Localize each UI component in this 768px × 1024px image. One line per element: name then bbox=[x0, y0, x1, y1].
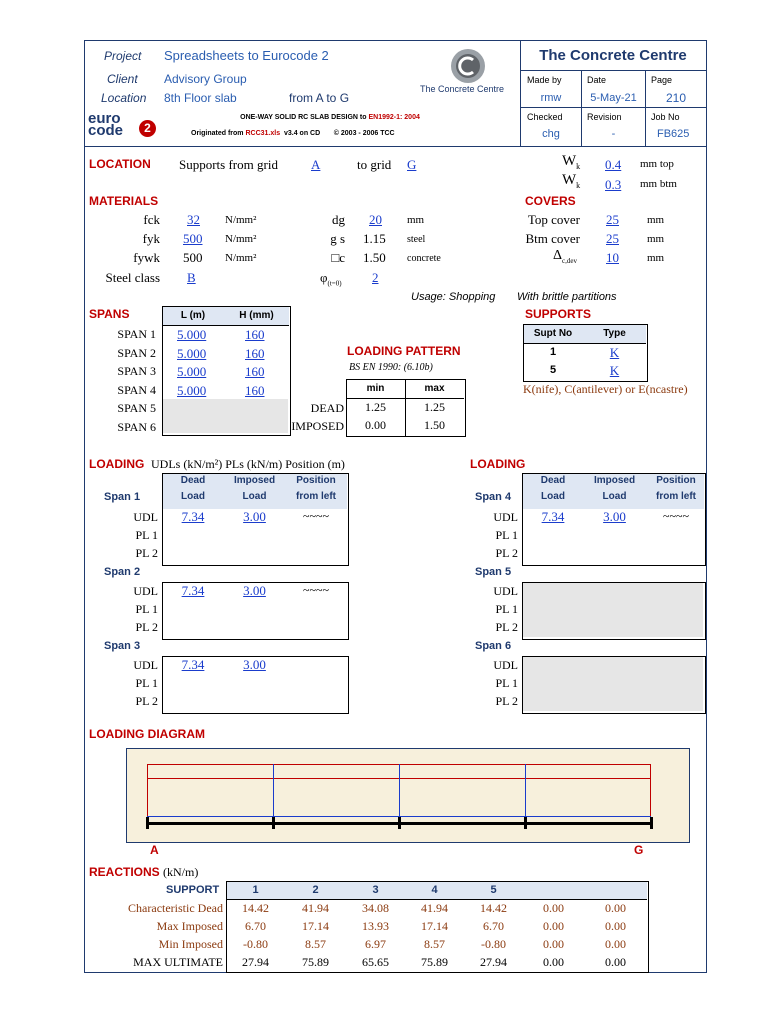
reaction-value: 27.94 bbox=[480, 955, 507, 969]
top-cover-label: Top cover bbox=[527, 212, 580, 227]
location-value[interactable]: 8th Floor slab bbox=[164, 91, 237, 105]
brand-name: The Concrete Centre bbox=[539, 47, 687, 64]
reaction-value: 0.00 bbox=[543, 901, 564, 915]
lp-dead-max: 1.25 bbox=[424, 400, 445, 414]
gc-unit: concrete bbox=[407, 253, 441, 264]
pl2-label: PL 2 bbox=[495, 620, 518, 634]
cdev-label: $\Delta_{c,dev}$ bbox=[553, 248, 577, 265]
reaction-value: 6.70 bbox=[245, 919, 266, 933]
lp-head-line bbox=[346, 398, 464, 399]
dg-label: dg bbox=[332, 212, 345, 227]
reaction-value: 0.00 bbox=[605, 901, 626, 915]
loading-col-head: Position bbox=[656, 475, 696, 486]
reaction-row-label: Characteristic Dead bbox=[128, 901, 223, 915]
reaction-value: 27.94 bbox=[242, 955, 269, 969]
udl-label: UDL bbox=[493, 658, 518, 672]
reaction-value: 17.14 bbox=[421, 919, 448, 933]
udl-label: UDL bbox=[493, 584, 518, 598]
loading-span-name: Span 4 bbox=[475, 491, 512, 503]
udl-imposed[interactable]: 3.00 bbox=[243, 509, 266, 524]
grid-to-value[interactable]: G bbox=[407, 157, 417, 172]
udl-imposed[interactable]: 3.00 bbox=[243, 657, 266, 672]
udl-dead[interactable]: 7.34 bbox=[541, 509, 565, 524]
loading-span-name: Span 2 bbox=[104, 566, 141, 578]
lp-imposed-max: 1.50 bbox=[424, 418, 445, 432]
pl1-label: PL 1 bbox=[135, 602, 158, 616]
reaction-row-label: Min Imposed bbox=[158, 937, 223, 951]
span-length[interactable]: 5.000 bbox=[177, 364, 207, 379]
wk-top-label: $W_k$ bbox=[562, 153, 581, 171]
reaction-support-num: 1 bbox=[252, 884, 259, 896]
udl-position: ~~~~ bbox=[663, 509, 689, 523]
diagram-span-divider bbox=[273, 764, 274, 816]
loading-empty-cells bbox=[523, 657, 703, 711]
reaction-support-num: 3 bbox=[372, 884, 379, 896]
covers-title: COVERS bbox=[525, 194, 576, 208]
reaction-value: 0.00 bbox=[605, 937, 626, 951]
reaction-support-num: 5 bbox=[490, 884, 497, 896]
spans-title: SPANS bbox=[89, 307, 130, 321]
loading-title-right: LOADING bbox=[470, 457, 526, 471]
udl-position: ~~~~ bbox=[303, 583, 329, 597]
made-by-value[interactable]: rmw bbox=[540, 92, 562, 104]
gs-label: g s bbox=[330, 231, 345, 246]
reaction-value: 0.00 bbox=[605, 955, 626, 969]
to-grid-label: to grid bbox=[357, 157, 392, 172]
reaction-value: 0.00 bbox=[543, 937, 564, 951]
span-label: SPAN 4 bbox=[117, 382, 156, 397]
diagram-support bbox=[146, 817, 149, 829]
diagram-right-grid: G bbox=[634, 843, 644, 857]
loading-col-head: Load bbox=[181, 491, 205, 502]
loading-empty-cells bbox=[523, 583, 703, 637]
materials-title: MATERIALS bbox=[89, 194, 159, 208]
steel-class-value[interactable]: B bbox=[187, 270, 196, 285]
client-value[interactable]: Advisory Group bbox=[164, 72, 247, 86]
loading-span-name: Span 3 bbox=[104, 640, 141, 652]
loading-pattern-ref: BS EN 1990: (6.10b) bbox=[349, 362, 433, 373]
spans-col-h: H (mm) bbox=[239, 310, 274, 321]
loading-title-left: LOADING bbox=[89, 457, 145, 471]
cdev-unit: mm bbox=[647, 252, 665, 264]
reactions-head-line bbox=[226, 899, 647, 900]
diagram-span-divider bbox=[399, 764, 400, 816]
revision-label: Revision bbox=[587, 112, 622, 122]
reaction-value: 75.89 bbox=[302, 955, 329, 969]
udl-imposed[interactable]: 3.00 bbox=[243, 583, 266, 598]
loading-col-head: Load bbox=[602, 491, 627, 502]
usage-text: Usage: Shopping bbox=[411, 291, 496, 303]
pl1-label: PL 1 bbox=[495, 676, 518, 690]
udl-label: UDL bbox=[493, 510, 518, 524]
gc-value: 1.50 bbox=[363, 250, 386, 265]
loading-col-head: from left bbox=[296, 491, 336, 502]
span-label: SPAN 3 bbox=[117, 364, 156, 378]
loading-col-head: Load bbox=[541, 491, 565, 502]
from-to: from A to G bbox=[289, 91, 350, 105]
span-label: SPAN 2 bbox=[117, 345, 156, 360]
spans-col-l: L (m) bbox=[180, 310, 206, 321]
page-value[interactable]: 210 bbox=[666, 91, 687, 105]
wk-btm-unit: mm btm bbox=[640, 178, 677, 190]
span-length[interactable]: 5.000 bbox=[177, 345, 207, 361]
pl1-label: PL 1 bbox=[495, 602, 518, 616]
project-label: Project bbox=[104, 49, 142, 63]
udl-dead[interactable]: 7.34 bbox=[181, 509, 205, 524]
fck-unit: N/mm² bbox=[225, 214, 257, 226]
reaction-value: 17.14 bbox=[302, 919, 329, 933]
loading-col-head: Load bbox=[242, 491, 267, 502]
udl-label: UDL bbox=[133, 658, 158, 672]
support-type-1[interactable]: K bbox=[609, 345, 620, 360]
brand-row-line bbox=[520, 70, 706, 71]
diagram-span-divider bbox=[525, 764, 526, 816]
loading-units: UDLs (kN/m²) PLs (kN/m) Position (m) bbox=[151, 457, 345, 471]
btm-cover-label: Btm cover bbox=[525, 231, 580, 246]
eurocode-2-badge: 2 bbox=[139, 120, 156, 137]
btm-cover-unit: mm bbox=[647, 233, 665, 245]
pl1-label: PL 1 bbox=[135, 676, 158, 690]
udl-position: ~~~~ bbox=[303, 509, 329, 523]
cdev-value[interactable]: 10 bbox=[606, 250, 619, 265]
fyk-label: fyk bbox=[142, 231, 160, 246]
reaction-value: 6.70 bbox=[483, 919, 504, 933]
span-depth[interactable]: 160 bbox=[245, 327, 265, 342]
support-no-1: 1 bbox=[549, 346, 557, 358]
top-cover-value[interactable]: 25 bbox=[606, 212, 619, 227]
udl-label: UDL bbox=[133, 510, 158, 524]
client-label: Client bbox=[107, 72, 138, 86]
wk-top-unit: mm top bbox=[640, 158, 674, 170]
reaction-value: 14.42 bbox=[480, 901, 507, 915]
lp-dead-min: 1.25 bbox=[365, 400, 386, 414]
diagram-support bbox=[272, 817, 275, 829]
wk-btm-value[interactable]: 0.3 bbox=[605, 177, 622, 192]
loading-col-head: Imposed bbox=[233, 475, 276, 486]
lp-imposed-min: 0.00 bbox=[365, 418, 386, 432]
span-length[interactable]: 5.000 bbox=[177, 382, 207, 398]
loading-col-head: Position bbox=[296, 475, 336, 486]
lp-dead-label: DEAD bbox=[310, 401, 344, 415]
page-label: Page bbox=[651, 75, 673, 85]
pl2-label: PL 2 bbox=[495, 694, 518, 708]
gc-label: □c bbox=[331, 250, 345, 265]
reaction-support-num: 2 bbox=[312, 884, 319, 896]
fywk-label: fywk bbox=[133, 250, 160, 265]
jobno-label: Job No bbox=[651, 112, 680, 122]
pl2-label: PL 2 bbox=[135, 694, 158, 708]
pl2-label: PL 2 bbox=[135, 620, 158, 634]
reaction-value: -0.80 bbox=[481, 937, 506, 951]
lp-col-max: max bbox=[424, 383, 445, 394]
lp-imposed-label: IMPOSED bbox=[291, 419, 344, 433]
reactions-support-label: SUPPORT bbox=[166, 884, 220, 896]
steel-class-label: Steel class bbox=[105, 270, 160, 285]
checked-label: Checked bbox=[527, 112, 563, 122]
span-label: SPAN 5 bbox=[117, 401, 156, 415]
partitions-text: With brittle partitions bbox=[517, 291, 617, 303]
support-no-5: 5 bbox=[549, 364, 557, 376]
span-length[interactable]: 5.000 bbox=[177, 327, 207, 342]
fyk-unit: N/mm² bbox=[225, 233, 257, 245]
reaction-value: 65.65 bbox=[362, 955, 389, 969]
btm-cover-value[interactable]: 25 bbox=[606, 231, 619, 246]
supports-title: SUPPORTS bbox=[525, 307, 592, 321]
fywk-value: 500 bbox=[183, 250, 203, 265]
diagram-support bbox=[650, 817, 653, 829]
diagram-support bbox=[524, 817, 527, 829]
loading-diagram-title: LOADING DIAGRAM bbox=[89, 727, 205, 741]
pl2-label: PL 2 bbox=[495, 546, 518, 560]
fyk-value[interactable]: 500 bbox=[183, 231, 203, 246]
logo-caption: The Concrete Centre bbox=[420, 84, 505, 94]
udl-imposed[interactable]: 3.00 bbox=[603, 509, 626, 524]
wk-btm-label: $W_k$ bbox=[562, 172, 581, 190]
reaction-value: 75.89 bbox=[421, 955, 448, 969]
fck-value[interactable]: 32 bbox=[187, 212, 200, 227]
supports-note: K(nife), C(antilever) or E(ncastre) bbox=[523, 382, 688, 396]
diagram-support bbox=[398, 817, 401, 829]
dg-unit: mm bbox=[407, 214, 425, 226]
reaction-row-label: Max Imposed bbox=[156, 919, 223, 933]
made-by-label: Made by bbox=[527, 75, 562, 85]
udl-dead[interactable]: 7.34 bbox=[181, 657, 205, 672]
loading-col-head: Dead bbox=[180, 475, 206, 486]
reaction-value: 13.93 bbox=[362, 919, 389, 933]
span-label: SPAN 6 bbox=[117, 419, 156, 434]
phi-value[interactable]: 2 bbox=[372, 270, 379, 285]
fck-label: fck bbox=[143, 212, 160, 227]
reactions-title: REACTIONS (kN/m) bbox=[89, 865, 199, 879]
project-value[interactable]: Spreadsheets to Eurocode 2 bbox=[164, 48, 329, 63]
reaction-value: 14.42 bbox=[242, 901, 269, 915]
reaction-value: 0.00 bbox=[605, 919, 626, 933]
dg-value[interactable]: 20 bbox=[369, 212, 382, 227]
reaction-value: 41.94 bbox=[302, 901, 329, 915]
location-title: LOCATION bbox=[89, 157, 151, 171]
origin-line: Originated from RCC31.xls v3.4 on CD © 2003 - 2006 TCC bbox=[191, 130, 395, 137]
spans-head-line bbox=[162, 325, 289, 326]
span-depth[interactable]: 160 bbox=[245, 345, 265, 361]
supports-head-line bbox=[523, 343, 646, 344]
loading-pattern-title: LOADING PATTERN bbox=[347, 344, 461, 358]
location-label: Location bbox=[101, 91, 147, 105]
loading-col-head: Imposed bbox=[593, 475, 636, 486]
reaction-value: -0.80 bbox=[243, 937, 268, 951]
reaction-value: 8.57 bbox=[305, 937, 326, 951]
reaction-value: 6.97 bbox=[365, 937, 386, 951]
supports-from-label: Supports from grid bbox=[179, 157, 278, 172]
checked-value[interactable]: chg bbox=[542, 128, 560, 140]
eurocode-logo: euro code bbox=[88, 110, 124, 139]
reaction-value: 0.00 bbox=[543, 919, 564, 933]
support-type-5[interactable]: K bbox=[609, 363, 620, 378]
reaction-support-num: 4 bbox=[431, 884, 438, 896]
loading-col-head: Dead bbox=[540, 475, 566, 486]
span-depth[interactable]: 160 bbox=[245, 382, 265, 398]
wk-top-value[interactable]: 0.4 bbox=[605, 157, 622, 172]
concrete-centre-logo bbox=[446, 48, 490, 84]
loading-span-name: Span 1 bbox=[104, 491, 141, 503]
revision-value[interactable]: - bbox=[611, 128, 616, 140]
jobno-value[interactable]: FB625 bbox=[657, 128, 690, 140]
reaction-value: 8.57 bbox=[424, 937, 445, 951]
sheet-title: ONE-WAY SOLID RC SLAB DESIGN to EN1992-1: 2004 bbox=[240, 114, 420, 121]
loading-span-name: Span 6 bbox=[475, 640, 512, 652]
pl1-label: PL 1 bbox=[135, 528, 158, 542]
udl-label: UDL bbox=[133, 584, 158, 598]
gs-value: 1.15 bbox=[363, 231, 386, 246]
header-divider bbox=[84, 146, 706, 147]
reaction-value: 34.08 bbox=[362, 901, 389, 915]
supports-col-type: Type bbox=[603, 328, 626, 339]
top-cover-unit: mm bbox=[647, 214, 665, 226]
reaction-value: 41.94 bbox=[421, 901, 448, 915]
diagram-left-grid: A bbox=[150, 843, 159, 857]
date-label: Date bbox=[587, 75, 607, 85]
reaction-row-label: MAX ULTIMATE bbox=[133, 955, 223, 969]
pl2-label: PL 2 bbox=[135, 546, 158, 560]
pl1-label: PL 1 bbox=[495, 528, 518, 542]
date-value[interactable]: 5-May-21 bbox=[590, 92, 637, 104]
grid-from-value[interactable]: A bbox=[311, 157, 321, 172]
reaction-value: 0.00 bbox=[543, 955, 564, 969]
meta-col-2 bbox=[645, 70, 646, 147]
supports-col-no: Supt No bbox=[533, 328, 573, 339]
udl-dead[interactable]: 7.34 bbox=[181, 583, 205, 598]
phi-label: $\varphi_{(t=0)}$ bbox=[320, 270, 342, 288]
gs-unit: steel bbox=[407, 234, 426, 245]
loading-col-head: from left bbox=[656, 491, 696, 502]
span-label: SPAN 1 bbox=[117, 327, 156, 341]
loading-span-name: Span 5 bbox=[475, 566, 512, 578]
meta-row-line bbox=[520, 107, 706, 108]
lp-col-min: min bbox=[366, 383, 385, 394]
span-depth[interactable]: 160 bbox=[245, 364, 265, 379]
fywk-unit: N/mm² bbox=[225, 252, 257, 264]
